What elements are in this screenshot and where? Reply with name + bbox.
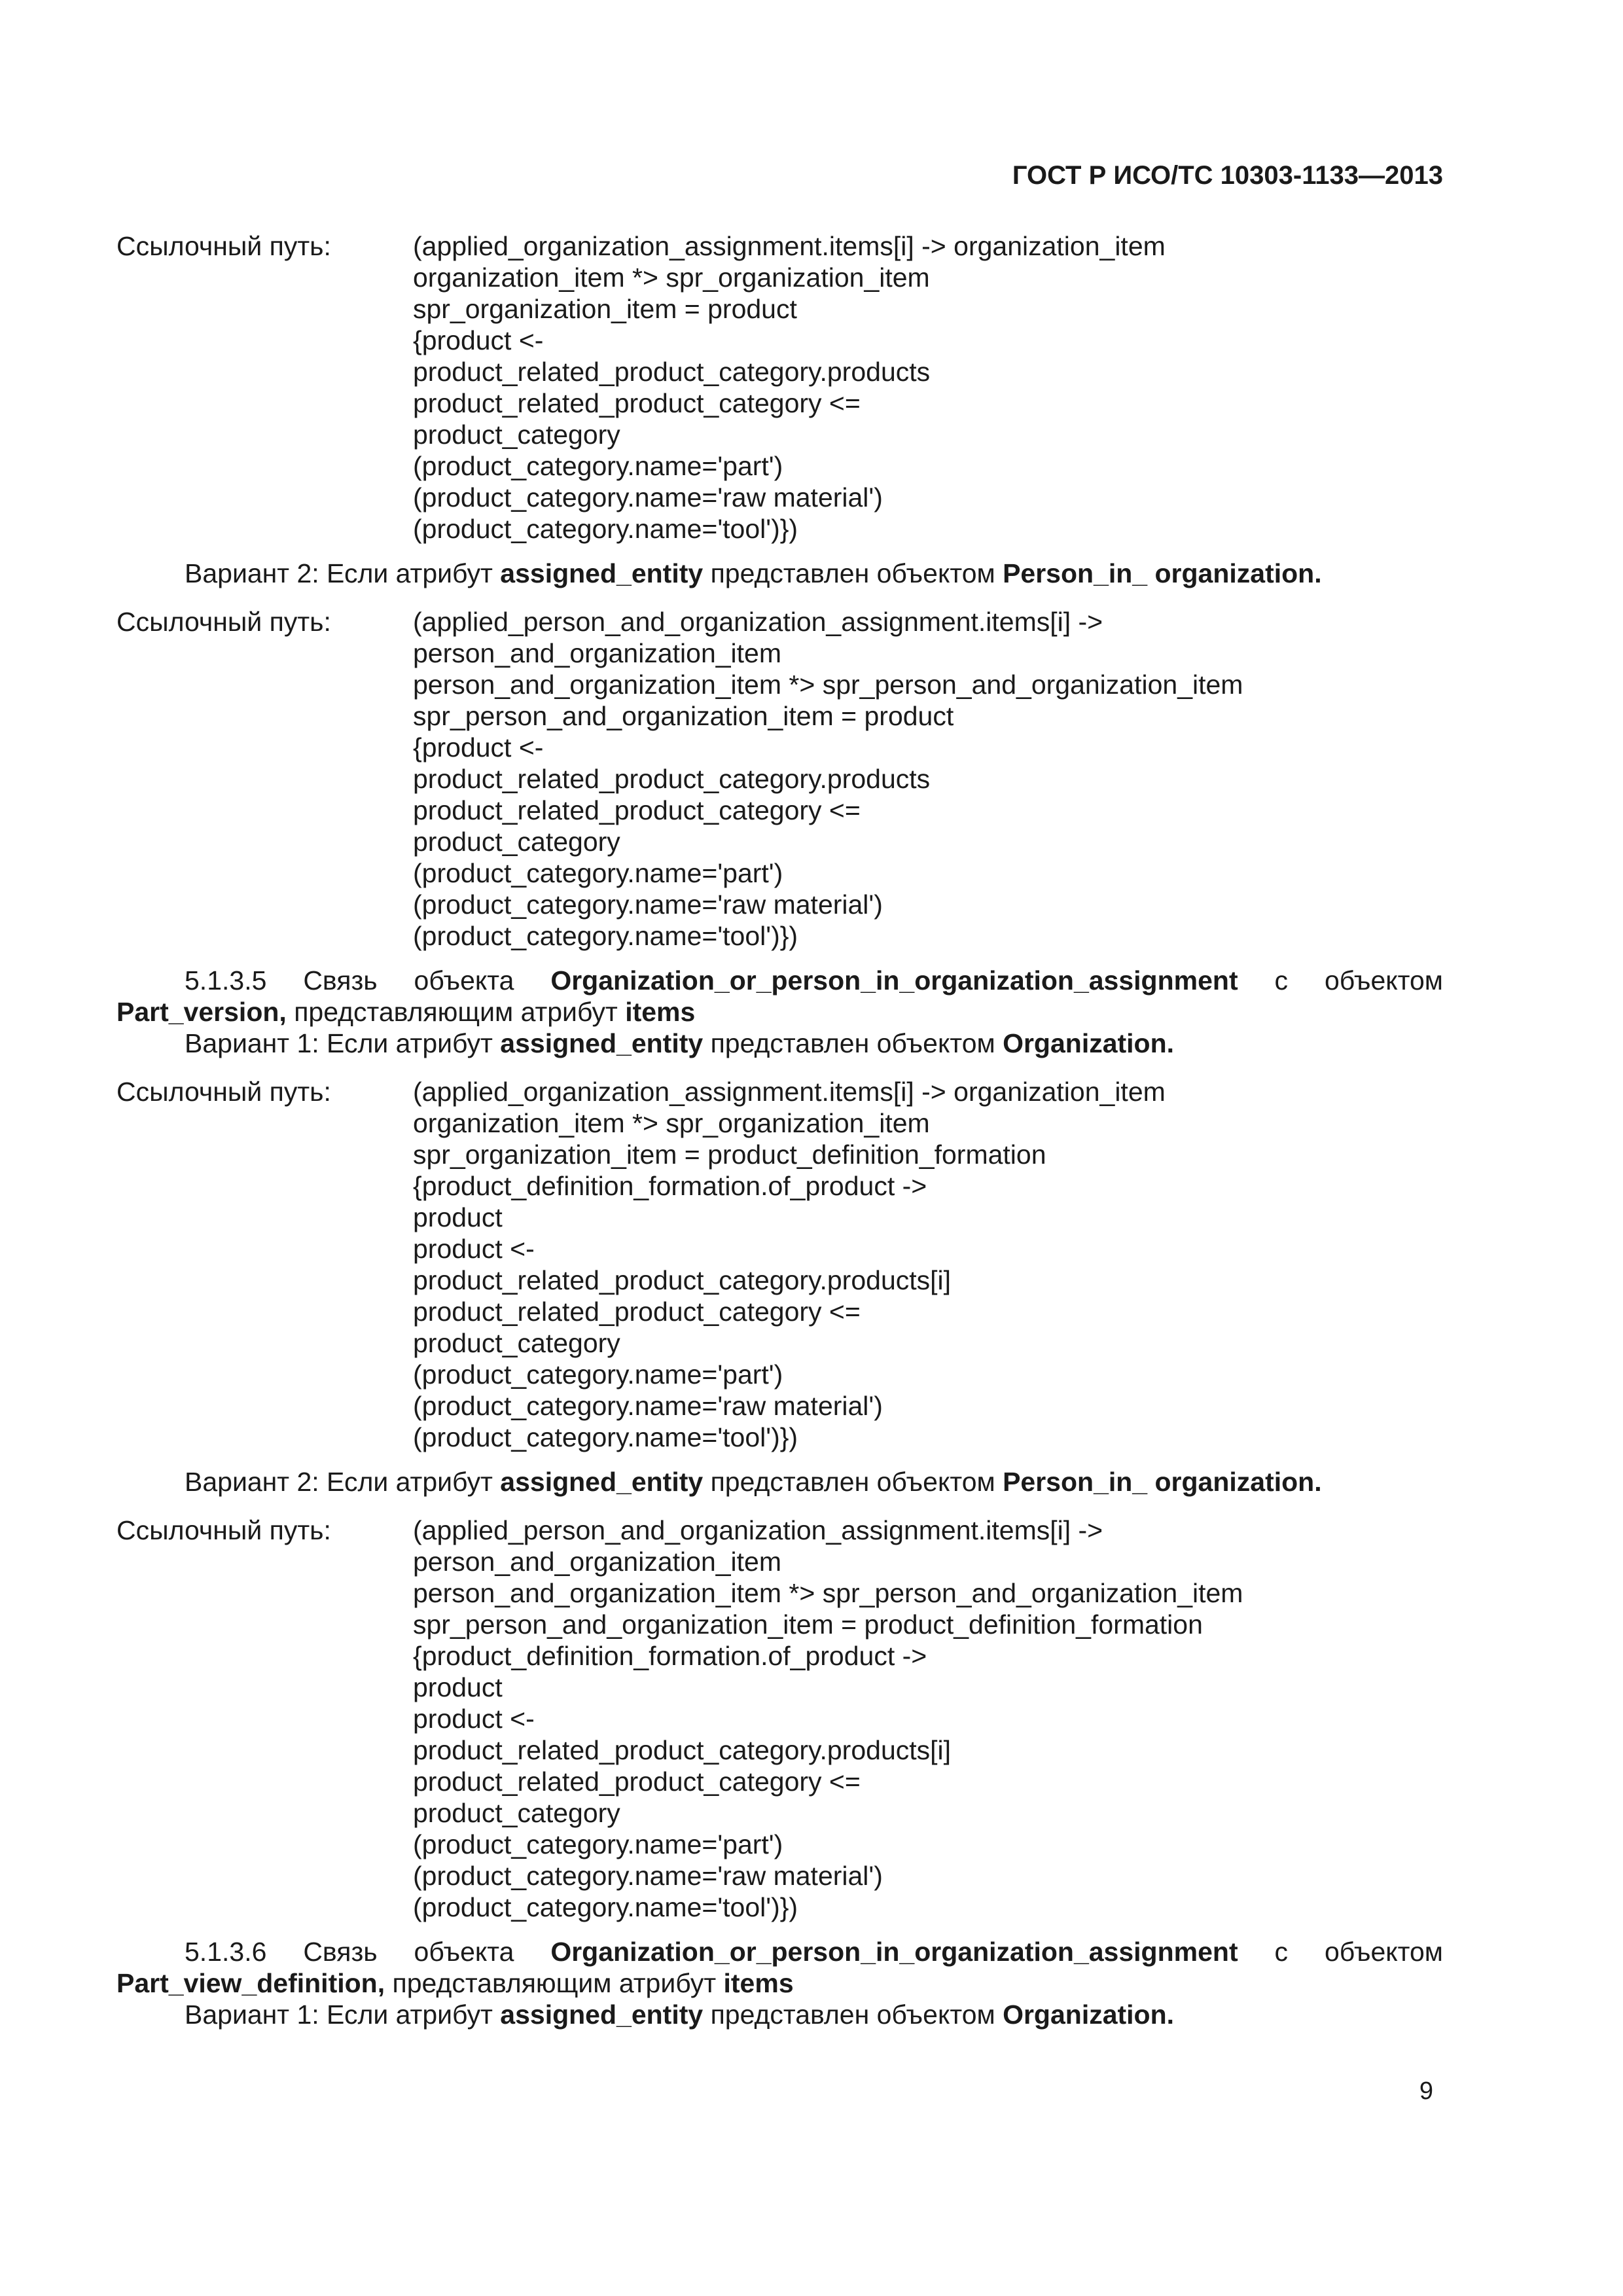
reference-path-line: product <box>413 1672 503 1702</box>
reference-path-lines <box>413 230 1166 545</box>
section-second-line <box>116 996 1443 1028</box>
reference-path-line: (product_category.name='raw material') <box>413 1391 883 1421</box>
reference-path-line: (product_category.name='tool')}) <box>413 1422 798 1452</box>
attribute-name: items <box>625 997 696 1027</box>
attribute-name: assigned_entity <box>500 2000 704 2030</box>
reference-path-line: spr_person_and_organization_item = product <box>413 701 954 731</box>
section-heading <box>116 1936 1443 1999</box>
variant-line <box>116 1466 1443 1498</box>
entity-name: Person_in_ organization. <box>1003 558 1322 588</box>
attribute-name: assigned_entity <box>500 1028 704 1058</box>
reference-path-line: {product <- <box>413 732 544 762</box>
variant-line <box>116 558 1443 589</box>
reference-path-line: product_related_product_category <= <box>413 1297 861 1327</box>
section-word: объектом <box>1324 1937 1443 1967</box>
section-second-line <box>116 1967 1443 1999</box>
reference-path-lines <box>413 1515 1243 1923</box>
reference-path-line: (applied_person_and_organization_assignment.items[i] -> <box>413 1515 1103 1545</box>
target-entity-name: Part_version, <box>116 997 287 1027</box>
reference-path-line: (product_category.name='tool')}) <box>413 1892 798 1922</box>
reference-path-label: Ссылочный путь: <box>116 607 331 637</box>
reference-path-line: product_category <box>413 420 620 450</box>
reference-path-line: {product_definition_formation.of_product -> <box>413 1171 927 1201</box>
reference-path-line: {product_definition_formation.of_product -> <box>413 1641 927 1671</box>
reference-path-line: (applied_organization_assignment.items[i] -> organization_item <box>413 231 1166 261</box>
reference-path-label: Ссылочный путь: <box>116 1077 331 1107</box>
section-word: объекта <box>414 1937 514 1967</box>
section-word: с <box>1274 1937 1289 1967</box>
variant-middle: представлен объектом <box>703 2000 1003 2030</box>
reference-path-line: organization_item *> spr_organization_item <box>413 1108 930 1138</box>
variant-prefix: Вариант 1: Если атрибут <box>185 2000 501 2030</box>
reference-path-line: (product_category.name='part') <box>413 858 783 888</box>
object-name: Organization_or_person_in_organization_assignment <box>550 1937 1238 1967</box>
attribute-name: assigned_entity <box>500 558 704 588</box>
entity-name: Person_in_ organization. <box>1003 1467 1322 1497</box>
variant-prefix: Вариант 2: Если атрибут <box>185 558 501 588</box>
object-name: Organization_or_person_in_organization_assignment <box>550 965 1238 996</box>
reference-path-line: product <box>413 1202 503 1232</box>
section-word: объекта <box>414 965 514 996</box>
reference-path-block <box>116 606 1443 952</box>
variant-middle: представлен объектом <box>703 1467 1003 1497</box>
reference-path-line: product <- <box>413 1704 535 1734</box>
reference-path-block <box>116 1076 1443 1453</box>
reference-path-line: person_and_organization_item <box>413 1547 782 1577</box>
variant-line <box>116 1999 1443 2030</box>
reference-path-line: (product_category.name='tool')}) <box>413 514 798 544</box>
entity-name: Organization. <box>1003 1028 1175 1058</box>
reference-path-label: Ссылочный путь: <box>116 1515 331 1545</box>
reference-path-line: product_related_product_category <= <box>413 1767 861 1797</box>
reference-path-line: (product_category.name='part') <box>413 1829 783 1859</box>
section-heading <box>116 965 1443 1028</box>
reference-path-line: product_related_product_category <= <box>413 795 861 825</box>
section-first-line <box>116 965 1443 996</box>
reference-path-line: (product_category.name='part') <box>413 451 783 481</box>
reference-path-line: (applied_person_and_organization_assignment.items[i] -> <box>413 607 1103 637</box>
reference-path-lines <box>413 1076 1166 1453</box>
reference-path-line: (product_category.name='tool')}) <box>413 921 798 951</box>
reference-path-line: product_category <box>413 827 620 857</box>
reference-path-line: person_and_organization_item *> spr_person_and_organization_item <box>413 1578 1243 1608</box>
variant-prefix: Вариант 2: Если атрибут <box>185 1467 501 1497</box>
reference-path-line: person_and_organization_item *> spr_person_and_organization_item <box>413 670 1243 700</box>
section-word: объектом <box>1324 965 1443 996</box>
variant-middle: представлен объектом <box>703 558 1003 588</box>
reference-path-line: product <- <box>413 1234 535 1264</box>
reference-path-line: product_related_product_category.products <box>413 357 931 387</box>
section-word: Связь <box>303 965 378 996</box>
reference-path-line: (product_category.name='raw material') <box>413 482 883 512</box>
page-number: 9 <box>1419 2077 1433 2105</box>
reference-path-label: Ссылочный путь: <box>116 231 331 261</box>
attribute-name: assigned_entity <box>500 1467 704 1497</box>
reference-path-line: (product_category.name='raw material') <box>413 1861 883 1891</box>
section-number: 5.1.3.5 <box>185 965 267 996</box>
attribute-name: items <box>723 1968 794 1998</box>
reference-path-line: (applied_organization_assignment.items[i] -> organization_item <box>413 1077 1166 1107</box>
reference-path-line: (product_category.name='part') <box>413 1359 783 1390</box>
reference-path-line: spr_person_and_organization_item = product_definition_formation <box>413 1609 1203 1640</box>
reference-path-line: product_category <box>413 1798 620 1828</box>
reference-path-line: organization_item *> spr_organization_item <box>413 262 930 293</box>
document-body <box>116 230 1443 2047</box>
section-word: Связь <box>303 1937 378 1967</box>
reference-path-line: spr_organization_item = product <box>413 294 797 324</box>
variant-middle: представлен объектом <box>703 1028 1003 1058</box>
reference-path-block <box>116 230 1443 545</box>
reference-path-line: product_category <box>413 1328 620 1358</box>
variant-line <box>116 1028 1443 1059</box>
page-header: ГОСТ Р ИСО/ТС 10303-1133—2013 <box>1012 161 1443 190</box>
section-rest: представляющим атрибут <box>286 997 626 1027</box>
variant-prefix: Вариант 1: Если атрибут <box>185 1028 501 1058</box>
section-word: с <box>1274 965 1289 996</box>
reference-path-line: product_related_product_category <= <box>413 388 861 418</box>
reference-path-line: (product_category.name='raw material') <box>413 889 883 920</box>
reference-path-line: spr_organization_item = product_definition_formation <box>413 1139 1046 1170</box>
reference-path-line: product_related_product_category.products[i] <box>413 1265 952 1295</box>
section-first-line <box>116 1936 1443 1967</box>
section-number: 5.1.3.6 <box>185 1937 267 1967</box>
reference-path-block <box>116 1515 1443 1923</box>
reference-path-lines <box>413 606 1243 952</box>
reference-path-line: product_related_product_category.products <box>413 764 931 794</box>
target-entity-name: Part_view_definition, <box>116 1968 385 1998</box>
reference-path-line: person_and_organization_item <box>413 638 782 668</box>
reference-path-line: {product <- <box>413 325 544 355</box>
section-rest: представляющим атрибут <box>385 1968 724 1998</box>
reference-path-line: product_related_product_category.products[i] <box>413 1735 952 1765</box>
entity-name: Organization. <box>1003 2000 1175 2030</box>
